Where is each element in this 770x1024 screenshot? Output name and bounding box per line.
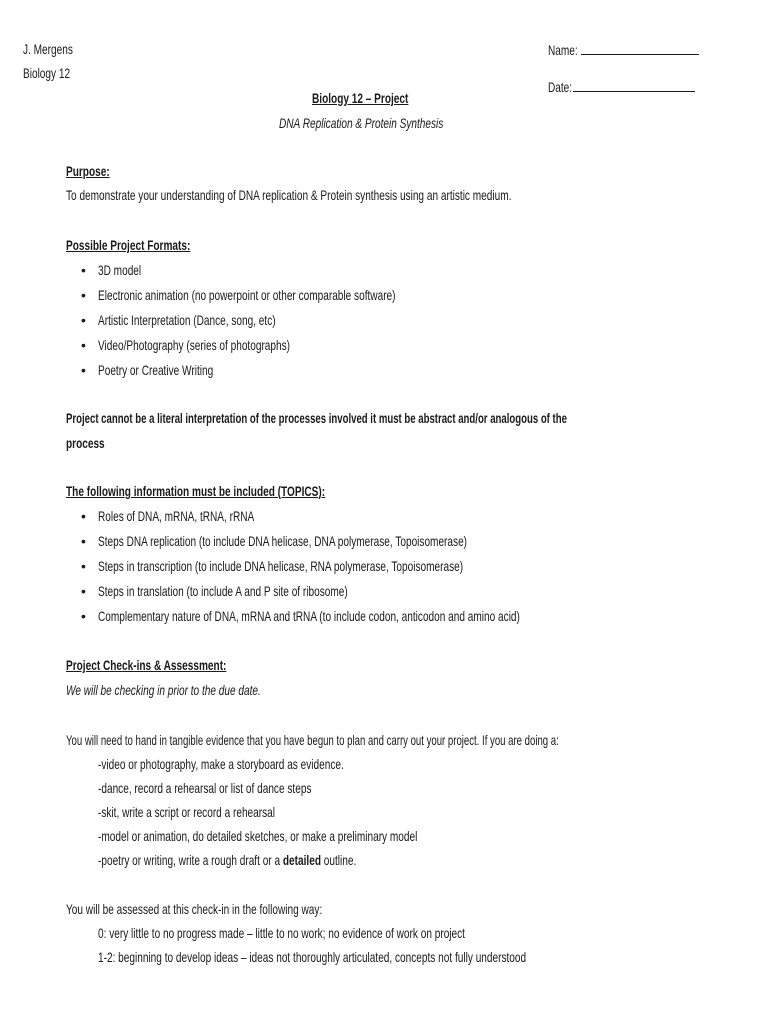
evidence-item: -skit, write a script or record a rehearsal [98,804,276,820]
bullet-icon: • [81,508,86,524]
evidence-item: -dance, record a rehearsal or list of dance steps [98,780,312,796]
formats-heading: Possible Project Formats: [66,237,191,253]
page-title: Biology 12 – Project [312,90,409,106]
project-note: Project cannot be a literal interpretation of the processes involved it must be abstract and/or analogous of the [66,410,567,426]
purpose-heading: Purpose: [66,163,110,179]
project-note-continued: process [66,435,105,451]
list-item: Steps in transcription (to include DNA helicase, RNA polymerase, Topoisomerase) [98,558,464,574]
assessment-level: 1-2: beginning to develop ideas – ideas not thoroughly articulated, concepts not fully understood [98,949,527,965]
evidence-item: -video or photography, make a storyboard as evidence. [98,756,344,772]
evidence-item-last [98,851,356,869]
list-item: Electronic animation (no powerpoint or other comparable software) [98,287,396,303]
bullet-icon: • [81,337,86,353]
bullet-icon: • [81,533,86,549]
checkins-note: We will be checking in prior to the due date. [66,682,261,698]
topics-heading: The following information must be included (TOPICS): [66,483,326,499]
name-field[interactable] [548,40,699,59]
evidence-item: -model or animation, do detailed sketches, or make a preliminary model [98,828,418,844]
date-field[interactable] [548,77,695,96]
date-blank[interactable] [573,77,695,92]
bullet-icon: • [81,362,86,378]
bullet-icon: • [81,608,86,624]
evidence-intro: You will need to hand in tangible evidence that you have begun to plan and carry out your project. If you are doing a: [66,732,559,748]
bullet-icon: • [81,262,86,278]
name-blank[interactable] [581,40,699,55]
author-name: J. Mergens [23,41,73,57]
evidence-prefix: -poetry or writing, write a rough draft or a [98,852,283,868]
evidence-emphasis: detailed [282,852,321,868]
course-name: Biology 12 [23,65,71,81]
assessment-intro: You will be assessed at this check-in in the following way: [66,901,323,917]
list-item: Complementary nature of DNA, mRNA and tRNA (to include codon, anticodon and amino acid) [98,608,520,624]
checkins-heading: Project Check-ins & Assessment: [66,657,227,673]
list-item: Roles of DNA, mRNA, tRNA, rRNA [98,508,255,524]
list-item: Steps in translation (to include A and P site of ribosome) [98,583,348,599]
list-item: 3D model [98,262,142,278]
purpose-text: To demonstrate your understanding of DNA replication & Protein synthesis using an artistic medium. [66,187,512,203]
date-label: Date: [548,79,573,95]
bullet-icon: • [81,558,86,574]
list-item: Steps DNA replication (to include DNA helicase, DNA polymerase, Topoisomerase) [98,533,468,549]
list-item: Poetry or Creative Writing [98,362,214,378]
page-subtitle: DNA Replication & Protein Synthesis [279,115,444,131]
bullet-icon: • [81,583,86,599]
list-item: Video/Photography (series of photographs) [98,337,291,353]
bullet-icon: • [81,312,86,328]
list-item: Artistic Interpretation (Dance, song, etc) [98,312,276,328]
evidence-suffix: outline. [320,852,357,868]
assessment-level: 0: very little to no progress made – little to no work; no evidence of work on project [98,925,465,941]
name-label: Name: [548,42,578,58]
bullet-icon: • [81,287,86,303]
